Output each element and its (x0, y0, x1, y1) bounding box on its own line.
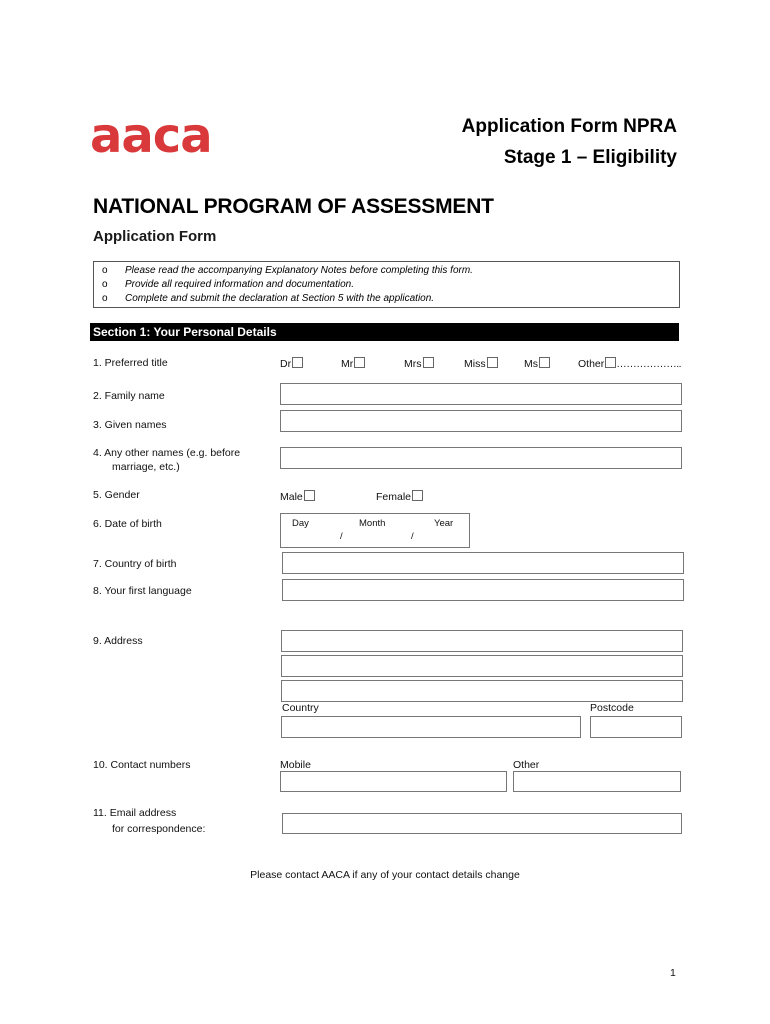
bullet: o (102, 279, 108, 290)
q6-label: 6. Date of birth (93, 518, 162, 530)
mobile-label: Mobile (280, 759, 311, 771)
title-option-ms[interactable] (524, 357, 550, 370)
checkbox-miss[interactable] (487, 357, 498, 368)
page-subtitle: Application Form (93, 228, 217, 245)
checkbox-ms[interactable] (539, 357, 550, 368)
given-names-field[interactable] (280, 410, 682, 432)
country-of-birth-field[interactable] (282, 552, 684, 574)
q7-label: 7. Country of birth (93, 558, 177, 570)
country-label: Country (282, 702, 319, 714)
other-names-field[interactable] (280, 447, 682, 469)
address-line3-field[interactable] (281, 680, 683, 702)
dob-separator: / (411, 531, 414, 542)
checkbox-male[interactable] (304, 490, 315, 501)
instruction-text: Complete and submit the declaration at Section 5 with the application. (125, 293, 435, 304)
other-number-label: Other (513, 759, 540, 771)
address-line2-field[interactable] (281, 655, 683, 677)
aaca-logo: aaca (90, 108, 212, 164)
option-label: Miss (464, 358, 486, 370)
instructions-box (93, 261, 680, 308)
mobile-field[interactable] (280, 771, 507, 792)
instruction-text: Provide all required information and documentation. (125, 279, 355, 290)
option-label: Male (280, 491, 303, 503)
first-language-field[interactable] (282, 579, 684, 601)
email-field[interactable] (282, 813, 682, 834)
page-title: NATIONAL PROGRAM OF ASSESSMENT (93, 195, 494, 218)
section-header: Section 1: Your Personal Details (90, 323, 679, 341)
option-label: Female (376, 491, 412, 503)
family-name-field[interactable] (280, 383, 682, 405)
contact-notice: Please contact AACA if any of your contact details change (250, 869, 520, 881)
checkbox-other[interactable] (605, 357, 616, 368)
q10-label: 10. Contact numbers (93, 759, 191, 771)
title-option-dr[interactable] (280, 357, 303, 370)
q11-label-cont: for correspondence: (112, 823, 206, 835)
postcode-field[interactable] (590, 716, 682, 738)
title-option-other[interactable] (578, 357, 681, 370)
other-title-blank[interactable]: ……………….. (616, 358, 682, 370)
postcode-label: Postcode (590, 702, 634, 714)
q4-label: 4. Any other names (e.g. before (93, 447, 241, 459)
option-label: Other (578, 358, 605, 370)
gender-option-female[interactable] (376, 490, 423, 503)
page-number: 1 (670, 967, 676, 979)
q1-label: 1. Preferred title (93, 357, 168, 369)
form-title: Application Form NPRA (461, 116, 677, 137)
option-label: Ms (524, 358, 538, 370)
dob-month-label: Month (359, 518, 386, 529)
title-option-miss[interactable] (464, 357, 498, 370)
q11-label: 11. Email address (93, 807, 177, 819)
form-stage: Stage 1 – Eligibility (503, 147, 677, 168)
option-label: Mrs (404, 358, 422, 370)
other-number-field[interactable] (513, 771, 681, 792)
title-option-mrs[interactable] (404, 357, 434, 370)
dob-day-label: Day (292, 518, 309, 529)
title-option-mr[interactable] (341, 357, 365, 370)
bullet: o (102, 265, 108, 276)
option-label: Mr (341, 358, 354, 370)
checkbox-female[interactable] (412, 490, 423, 501)
q8-label: 8. Your first language (93, 585, 192, 597)
checkbox-dr[interactable] (292, 357, 303, 368)
address-line1-field[interactable] (281, 630, 683, 652)
q2-label: 2. Family name (93, 390, 165, 402)
country-field[interactable] (281, 716, 581, 738)
q9-label: 9. Address (93, 635, 143, 647)
q4-label-cont: marriage, etc.) (112, 461, 180, 473)
dob-separator: / (340, 531, 343, 542)
gender-option-male[interactable] (280, 490, 315, 503)
q5-label: 5. Gender (93, 489, 140, 501)
checkbox-mr[interactable] (354, 357, 365, 368)
q3-label: 3. Given names (93, 419, 167, 431)
date-of-birth-field[interactable] (280, 513, 470, 548)
instruction-text: Please read the accompanying Explanatory Notes before completing this form. (125, 265, 473, 276)
option-label: Dr (280, 358, 292, 370)
checkbox-mrs[interactable] (423, 357, 434, 368)
bullet: o (102, 293, 108, 304)
dob-year-label: Year (434, 518, 454, 529)
